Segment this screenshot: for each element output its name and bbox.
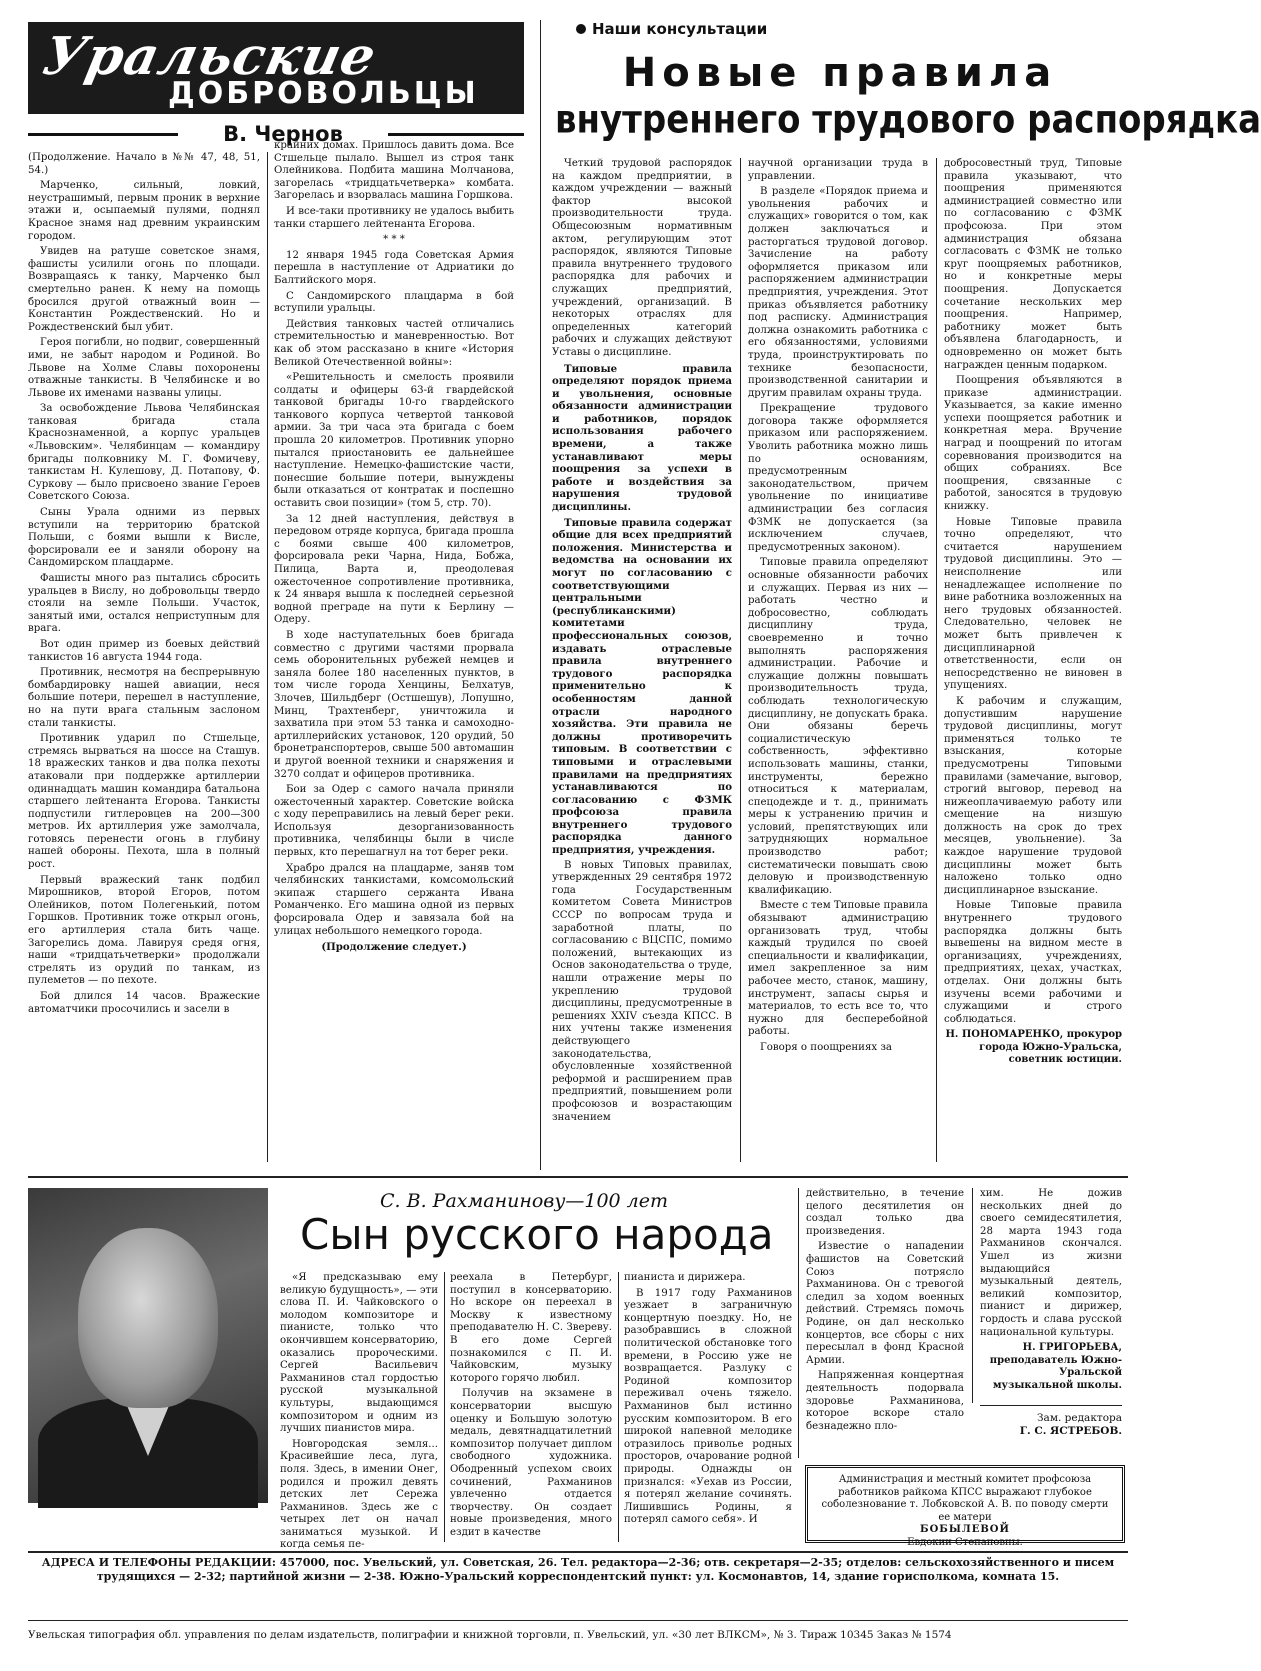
article-paragraph: Фашисты много раз пытались сбросить уральцев в Вислу, но добровольцы твердо стояли на земле Польши. Участок, занятый ими, остался неприступным для врага. xyxy=(28,573,260,635)
article-paragraph: научной организации труда в управлении. xyxy=(748,158,928,182)
column-rule xyxy=(618,1272,619,1542)
article-paragraph: * * * xyxy=(383,234,405,246)
article-paragraph: В новых Типовых правилах, утвержденных 29 сентября 1972 года Государственным комитетом Совета Министров СССР по вопросам труда и заработной платы, по согласованию с ВЦСПС, помимо положений, вытекающих из Основ законодательства о труде, нашли отражение меры по укреплению трудовой дисциплины, предусмотренные в решениях XXIV съезда КПСС. В них учтены также изменения действующего законодательства, обусловленные хозяйственной реформой и расширением прав предприятий, повышением роли профсоюзов и возрастающим значением xyxy=(552,859,732,1123)
portrait-photo xyxy=(28,1188,268,1503)
masthead xyxy=(28,22,524,114)
headline-line-2: внутреннего трудового распорядка xyxy=(555,97,1261,143)
article-paragraph: С Сандомирского плацдарма в бой вступили уральцы. xyxy=(274,290,514,315)
article-paragraph: За освобождение Львова Челябинская танковая бригада стала Краснознаменной, а корпус уральцев «Львовским». Челябинцам — командиру бригады полковнику М. Г. Фомичеву, танкистам Н. Кулешову, Д. Потапову, Ф. Суркову — было присвоено звание Героев Советского Союза. xyxy=(28,403,260,503)
article-paragraph: крайних домах. Пришлось давить дома. Все Стшельце пылало. Вышел из строя танк Олейникова. Подбита машина Молчанова, загорелась «тридцатьчетверка» комбата. Загорелась и взорвалась машина Горшкова. xyxy=(274,140,514,202)
section-rule xyxy=(540,20,541,1170)
editor-label: Зам. редактора xyxy=(1037,1412,1122,1424)
footer-rule xyxy=(28,1551,1128,1553)
author-rule-left xyxy=(28,133,178,136)
article-paragraph: Героя погибли, но подвиг, совершенный ими, не забыт народом и Родиной. Во Львове на Холме Славы похоронены отважные танкисты. В Челябинске и во Львове их именами названы улицы. xyxy=(28,337,260,399)
rubric-consultations xyxy=(576,20,767,38)
article-paragraph: Новгородская земля... Красивейшие леса, луга, поля. Здесь, в имении Онег, родился и прожил девять детских лет Сережа Рахманинов. Здесь же с четырех лет он начал заниматься музыкой. И когда семья пе- xyxy=(280,1438,438,1551)
article-paragraph: Четкий трудовой распорядок на каждом предприятии, в каждом учреждении — важный фактор высокой производительности труда. Общесоюзным нормативным актом, регулирующим этот распорядок, являются Типовые правила внутреннего трудового распорядка для рабочих и служащих предприятий, учреждений, организаций. В некоторых отраслях для определенных категорий рабочих и служащих действуют Уставы о дисциплине. xyxy=(552,158,732,358)
article-paragraph: Прекращение трудового договора также оформляется приказом или распоряжением. Уволить работника можно лишь по основаниям, предусмотренным законодательством, причем увольнение по инициативе администрации без согласия ФЗМК не допускается (за исключением случаев, предусмотренных законом). xyxy=(748,403,928,553)
article-paragraph: Говоря о поощрениях за xyxy=(760,1041,893,1053)
article-paragraph: Напряженная концертная деятельность подорвала здоровье Рахманинова, которое вскоре стало безнадежно пло- xyxy=(806,1370,964,1432)
printer-imprint: Увельская типография обл. управления по делам издательств, полиграфии и книжной торговли, п. Увельский, ул. «30 лет ВЛКСМ», № 3. Тираж 10345 Заказ № 1574 xyxy=(28,1629,952,1641)
column-rule xyxy=(740,158,741,1162)
right-article-column-2 xyxy=(748,158,928,1162)
rubric-label: Наши консультации xyxy=(592,20,768,38)
bottom-article-column-2 xyxy=(450,1272,612,1542)
masthead-title-bottom: ДОБРОВОЛЬЦЫ xyxy=(168,76,479,111)
bottom-article-column-5 xyxy=(980,1188,1122,1403)
article-paragraph: Действия танковых частей отличались стремительностью и маневренностью. Вот как об этом рассказано в книге «История Великой Отечественной войны»: xyxy=(274,318,514,368)
column-rule xyxy=(267,152,268,1162)
bullet-icon xyxy=(576,24,586,34)
article-paragraph: Типовые правила определяют основные обязанности рабочих и служащих. Первая из них —работать честно и добросовестно, соблюдать дисциплину труда, своевременно и точно выполнять распоряжения администрации. Рабочие и служащие должны повышать производительность труда, соблюдать технологическую дисциплину, не допускать брака. Они обязаны беречь социалистическую собственность, эффективно использовать машины, станки, инструменты, бережно относиться к материалам, спецодежде и т. д., принимать меры к устранению причин и условий, препятствующих или затрудняющих нормальное производство работ; систематически повышать свою деловую и производственную квалификацию. xyxy=(748,557,928,896)
article-paragraph: Противник ударил по Стшельце, стремясь вырваться на шоссе на Сташув. 18 вражеских танков и два полка пехоты атаковали при поддержке артиллерии одиннадцать машин командира батальона старшего лейтенанта Егорова. Танкисты подпустили гитлеровцев на 200—300 метров. Их артиллерия уже замолчала, готовясь перенести огонь в глубину нашей обороны. Пехота, шла в полный рост. xyxy=(28,733,260,871)
article-paragraph: Типовые правила содержат общие для всех предприятий положения. Министерства и ведомства на основании их могут по согласованию с соответствующими центральными (республиканскими) комитетами профессиональных союзов, издавать отраслевые правила внутреннего трудового распорядка применительно к особенностям данной отрасли народного хозяйства. Эти правила не должны противоречить типовым. В соответствии с типовыми и отраслевыми правилами на предприятиях устанавливаются по согласованию с ФЗМК профсоюза правила внутреннего трудового распорядка данного предприятия, учреждения. xyxy=(552,516,732,857)
bottom-article-column-4 xyxy=(806,1188,964,1458)
article-paragraph: Увидев на ратуше советское знамя, фашисты усилили огонь по площади. Возвращаясь к танку, Марченко был смертельно ранен. К нему на помощь бросился другой отважный воин — Константин Рождественский. Но и Рождественский был убит. xyxy=(28,246,260,333)
article-paragraph: И все-таки противнику не удалось выбить танки старшего лейтенанта Егорова. xyxy=(274,205,514,230)
editor-block xyxy=(980,1412,1122,1438)
section-rule xyxy=(28,1176,1128,1178)
article-paragraph: В ходе наступательных боев бригада совместно с другими частями прорвала семь оборонительных рубежей немцев и заняла более 180 населенных пунктов, в том числе города Хенцины, Белхатув, Злочев, Шильдберг (Остшешув), Лопушно, Минц, Трахтенберг, уничтожила и захватила при этом 53 танка и самоходно-артиллерийских установок, 120 орудий, 50 бронетранспортеров, свыше 500 автомашин и другой военной техники и снаряжения и 3270 солдат и офицеров противника. xyxy=(274,629,514,780)
article-paragraph: реехала в Петербург, поступил в консерваторию. Но вскоре он переехал в Москву к известному преподавателю Н. С. Звереву. В его доме Сергей познакомился с П. И. Чайковским, музыку которого горячо любил. xyxy=(450,1272,612,1384)
article-paragraph: Храбро дрался на плацдарме, заняв том челябинских танкистами, комсомольский экипаж старшего сержанта Ивана Романченко. Его машина одной из первых форсировала Одер и завязала бой на улицах небольшого немецкого города. xyxy=(274,862,514,937)
article-paragraph: (Продолжение. Начало в №№ 47, 48, 51, 54.) xyxy=(28,152,260,176)
editor-rule xyxy=(980,1405,1122,1406)
article-paragraph: В 1917 году Рахманинов уезжает в заграничную концертную поездку. Но, не разобравшись в сложной политической обстановке того времени, в Россию уже не возвращается. Разлуку с Родиной композитор переживал очень тяжело. Рахманинов был истинно русским композитором. В его широкой напевной мелодике отразилось приволье родных просторов, очарование родной природы. Однажды он признался: «Уехав из России, я потерял желание сочинять. Лишившись Родины, я потерял самого себя». И xyxy=(624,1287,792,1526)
bottom-article-column-3 xyxy=(624,1272,792,1542)
article-paragraph: К рабочим и служащим, допустившим нарушение трудовой дисциплины, могут применяться только те взыскания, которые предусмотрены Типовыми правилами (замечание, выговор, строгий выговор, перевод на нижеоплачиваемую работу или смещение на низшую должность на срок до трех месяцев, увольнение). За каждое нарушение трудовой дисциплины может быть наложено только одно дисциплинарное взыскание. xyxy=(944,695,1122,896)
right-article-column-3 xyxy=(944,158,1122,1162)
masthead-title-top: Уральские xyxy=(37,26,382,87)
article-paragraph: Н. ПОНОМАРЕНКО, прокурор города Южно-Уральска, советник юстиции. xyxy=(945,1029,1122,1066)
column-rule xyxy=(936,158,937,1162)
article-paragraph: Новые Типовые правила внутреннего трудового распорядка должны быть вывешены на видном месте в организациях, учреждениях, предприятиях, цехах, участках, отделах. Они должны быть изучены всеми рабочими и служащими и строго соблюдаться. xyxy=(944,900,1122,1025)
condolence-subname: Евдокии Степановны. xyxy=(907,1536,1023,1548)
article-paragraph: «Я предсказываю ему великую будущность», — эти слова П. И. Чайковского о молодом композиторе и пианисте, только что окончившем консерваторию, оказались пророческими. Сергей Васильевич Рахманинов стал гордостью русской музыкальной культуры, выдающимся композитором и одним из лучших пианистов мира. xyxy=(280,1272,438,1435)
column-rule xyxy=(444,1272,445,1542)
article-paragraph: Н. ГРИГОРЬЕВА, преподаватель Южно-Уральской музыкальной школы. xyxy=(989,1342,1122,1391)
left-article-column-2 xyxy=(274,140,514,1162)
article-paragraph: (Продолжение следует.) xyxy=(321,941,467,954)
article-paragraph: добросовестный труд, Типовые правила указывают, что поощрения применяются администрацией совместно или по согласованию с ФЗМК профсоюза. При этом администрация обязана согласовать с ФЗМК не только круг поощряемых работников, но и конкретные меры поощрения. Допускается сочетание нескольких мер поощрения. Например, работнику может быть объявлена благодарность, и одновременно он может быть награжден ценным подарком. xyxy=(944,158,1122,371)
article-paragraph: хим. Не дожив нескольких дней до своего семидесятилетия, 28 марта 1943 года Рахманинов скончался. Ушел из жизни выдающийся музыкальный деятель, великий композитор, пианист и дирижер, гордость и слава русской национальной культуры. xyxy=(980,1188,1122,1338)
right-article-column-1 xyxy=(552,158,732,1162)
headline: Сын русского народа xyxy=(300,1210,774,1259)
article-paragraph: Типовые правила определяют порядок приема и увольнения, основные обязанности администрации и работников, порядок использования рабочего времени, а также устанавливают меры поощрения за успехи в работе и воздействия за нарушения трудовой дисциплины. xyxy=(552,362,732,514)
article-paragraph: Первый вражеский танк подбил Мирошников, второй Егоров, потом Олейников, потом Полегенький, потом Горшков. Противник тоже открыл огонь, его артиллерия стала бить чаще. Загорелись дома. Лавируя средя огня, наши «тридцатьчетверки» продолжали стрелять из орудий по танкам, из пулеметов — по пехоте. xyxy=(28,874,260,987)
column-rule xyxy=(972,1188,973,1403)
left-article-column-1 xyxy=(28,152,260,1162)
article-paragraph: Противник, несмотря на беспрерывную бомбардировку нашей авиации, неся большие потери, перешел в наступление, но на пути врага стальным заслоном стали танкисты. xyxy=(28,667,260,729)
article-paragraph: «Решительность и смелость проявили солдаты и офицеры 63-й гвардейской танковой бригады 10-го гвардейского танкового корпуса четвертой танковой армии. За три часа эта бригада с боем прошла 20 километров. Противник упорно пытался приостановить ее дальнейшее наступление. Немецко-фашистские части, понесшие большие потери, вынуждены были отказаться от контратак и поспешно оставить свои позиции» (том 5, стр. 70). xyxy=(274,372,514,510)
anniversary-rubric: С. В. Рахманинову—100 лет xyxy=(380,1190,669,1212)
article-paragraph: Новые Типовые правила точно определяют, что считается нарушением трудовой дисциплины. Это — неисполнение или ненадлежащее исполнение по вине работника возложенных на него трудовых обязанностей. Следовательно, человек не может быть привлечен к дисциплинарной ответственности, если он непосредственно не виновен в упущениях. xyxy=(944,516,1122,692)
article-paragraph: Известие о нападении фашистов на Советский Союз потрясло Рахманинова. Он с тревогой следил за ходом военных действий. Стремясь помочь Родине, он дал несколько концертов, все сборы с них пересылал в фонд Красной Армии. xyxy=(806,1241,964,1366)
article-paragraph: действительно, в течение целого десятилетия он создал только два произведения. xyxy=(806,1188,964,1237)
article-paragraph: Сыны Урала одними из первых вступили на территорию братской Польши, с боями вышли к Висле, форсировали ее и заняли оборону на Сандомирском плацдарме. xyxy=(28,507,260,569)
article-paragraph: Бои за Одер с самого начала приняли ожесточенный характер. Советские войска с ходу переправились на левый берег реки. Используя дезорганизованность противника, челябинцы были в числе первых, кто перешагнул на тот берег реки. xyxy=(274,784,514,859)
headline-line-1: Новые правила xyxy=(622,50,1058,96)
article-paragraph: Вот один пример из боевых действий танкистов 16 августа 1944 года. xyxy=(28,638,260,663)
article-paragraph: Вместе с тем Типовые правила обязывают администрацию организовать труд, чтобы каждый трудился по своей специальности и квалификации, имел закрепленное за ним рабочее место, станок, машину, инструмент, запасы сырья и материалов, то есть все то, что нужно для бесперебойной работы. xyxy=(748,900,928,1038)
article-paragraph: Марченко, сильный, ловкий, неустрашимый, первым проник в верхние этажи и, осыпаемый пулями, поднял Красное знамя над древним украинским городом. xyxy=(28,180,260,242)
condolence-name: БОБЫЛЕВОЙ xyxy=(920,1524,1010,1535)
bottom-article-column-1 xyxy=(280,1272,438,1551)
editor-name: Г. С. ЯСТРЕБОВ. xyxy=(1019,1425,1122,1437)
editorial-addresses: АДРЕСА И ТЕЛЕФОНЫ РЕДАКЦИИ: 457000, пос. Увельский, ул. Советская, 26. Тел. редактора—2-36; отв. секретаря—2-35; отделов: сельскохозяйственного и писем трудящихся — 2-32; партийной жизни — 2-38. Южно-Уральский корреспондентский пункт: ул. Космонавтов, 14, здание горисполкома, комната 15. xyxy=(41,1556,1115,1583)
article-paragraph: В разделе «Порядок приема и увольнения рабочих и служащих» говорится о том, как должен заключаться и расторгаться трудовой договор. Зачисление на работу оформляется приказом или распоряжением администрации предприятия, учреждения. Этот приказ объявляется работнику под расписку. Администрация должна ознакомить работника с его обязанностями, условиями труда, проинструктировать по технике безопасности, производственной санитарии и другим правилам охраны труда. xyxy=(748,186,928,399)
condolence-notice xyxy=(805,1465,1125,1548)
portrait-head xyxy=(78,1228,218,1408)
article-paragraph: Бой длился 14 часов. Вражеские автоматчики просочились и засели в xyxy=(28,991,260,1015)
author-rule-right xyxy=(388,133,524,136)
column-rule xyxy=(798,1188,799,1458)
condolence-text: Администрация и местный комитет профсоюза работников райкома КПСС выражают глубокое соболезнование т. Лобковской А. В. по поводу смерти ее матери xyxy=(821,1474,1109,1523)
article-paragraph: пианиста и дирижера. xyxy=(624,1272,746,1283)
article-paragraph: 12 января 1945 года Советская Армия перешла в наступление от Адриатики до Балтийского моря. xyxy=(274,249,514,286)
footer-rule xyxy=(28,1620,1128,1621)
article-paragraph: Поощрения объявляются в приказе администрации. Указывается, за какие именно успехи поощряется работник и конкретная мера. Вручение наград и поощрений по итогам соревнования производится на общих собраниях. Все поощрения, связанные с работой, заносятся в трудовую книжку. xyxy=(944,375,1122,513)
author-name: В. Чернов xyxy=(188,122,378,146)
article-paragraph: За 12 дней наступления, действуя в передовом отряде корпуса, бригада прошла с боями свыше 400 километров, форсировала реки Чарна, Нида, Бобжа, Пилица, Варта и, преодолевая ожесточенное сопротивление противника, к 24 января вышла к последней серьезной водной преграде на пути к Берлину —Одеру. xyxy=(274,513,514,626)
article-paragraph: Получив на экзамене в консерватории высшую оценку и Большую золотую медаль, девятнадцатилетний композитор получает диплом свободного художника. Ободренный успехом своих сочинений, Рахманинов увлеченно отдается творчеству. Он создает новые произведения, много ездит в качестве xyxy=(450,1388,612,1538)
